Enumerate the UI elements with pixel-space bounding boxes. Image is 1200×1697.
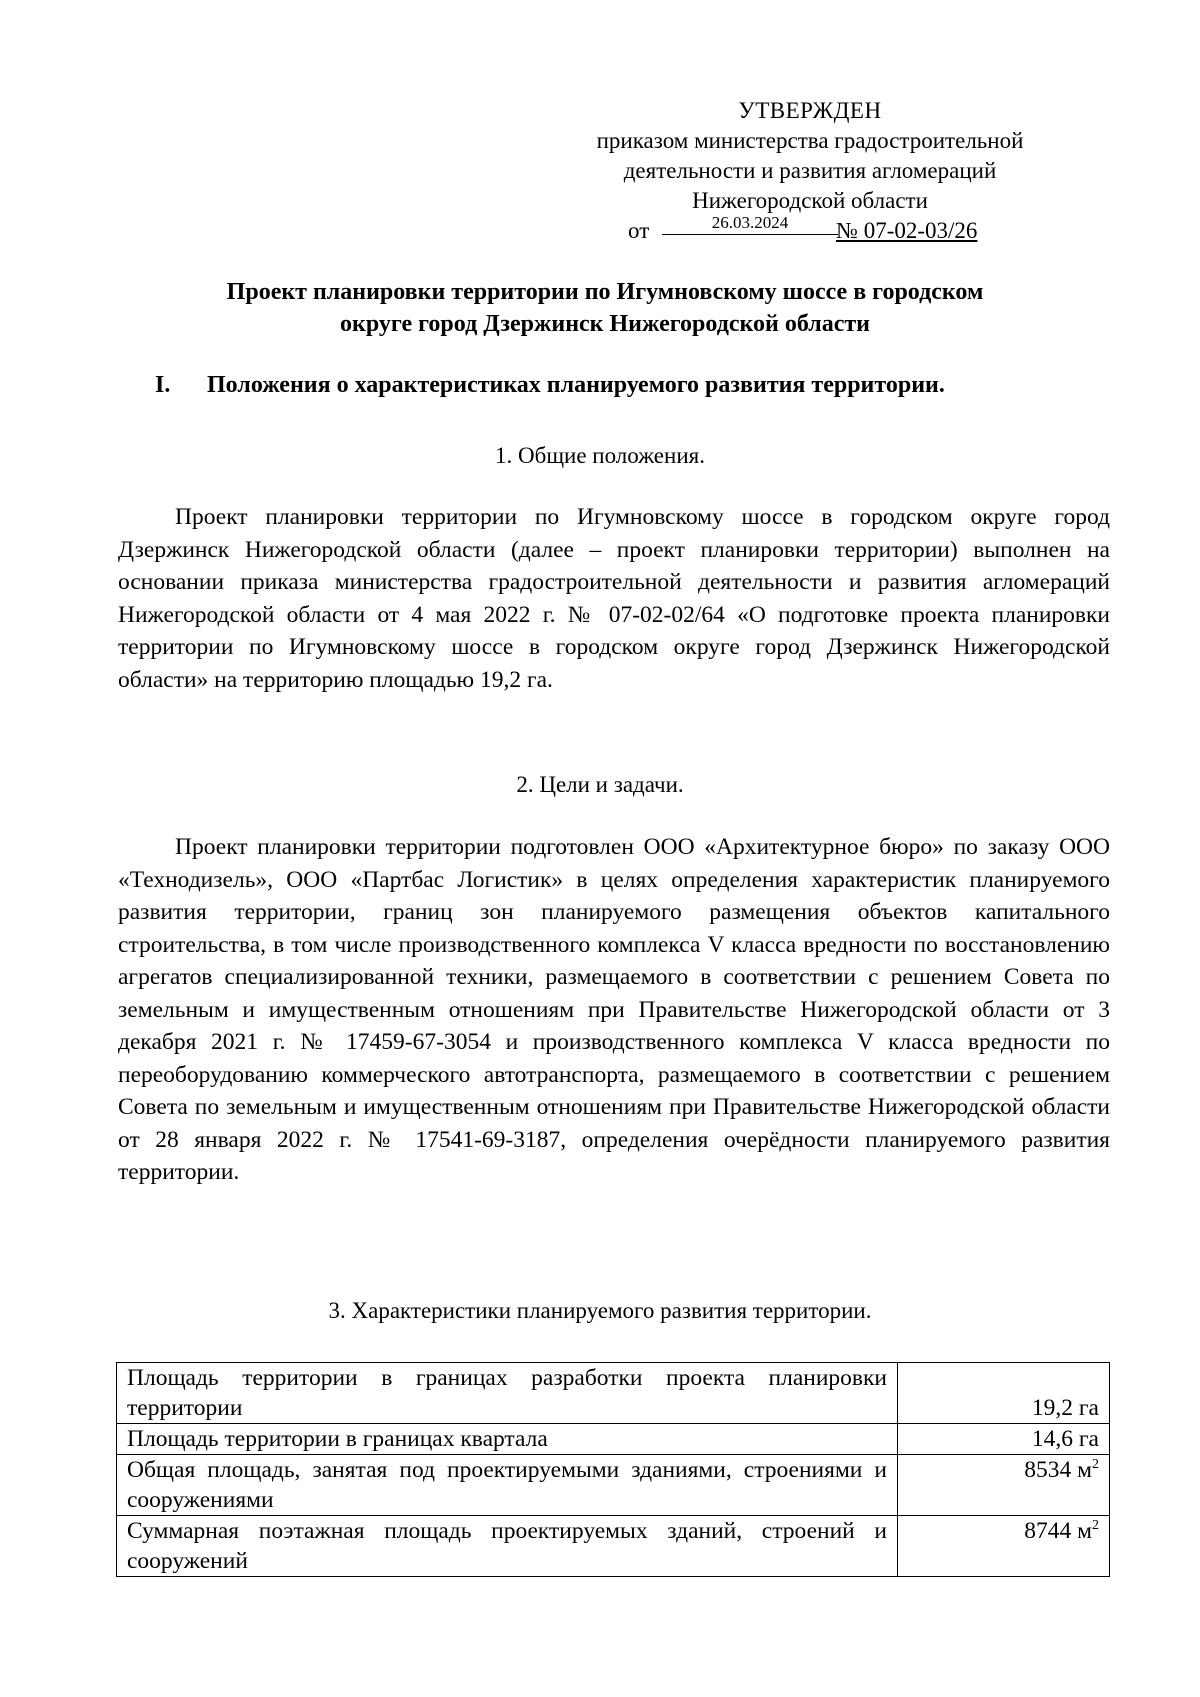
table-cell-value [898,1424,1110,1455]
value-text: 14,6 га [1031,1426,1099,1452]
paragraph-general-provisions: Проект планировки территории по Игумновскому шоссе в городском округе город Дзержинск Нижегородской области (далее – проект планировки территории) выполнен на основании приказа министерства градостроительной деятельности и развития агломераций Нижегородской области от 4 мая 2022 г. № 07-02-02/64 «О подготовке проекта планировки территории по Игумновскому шоссе в городском округе город Дзержинск Нижегородской области» на территорию площадью 19,2 га. [118,504,1110,693]
table-cell-value [898,1363,1110,1424]
table-row [117,1516,1110,1577]
value-text: 19,2 га [1031,1395,1099,1421]
approval-number: № 07-02-03/26 [836,218,978,243]
table-cell-label: Общая площадь, занятая под проектируемыми зданиями, строениями и сооружениями [117,1455,898,1516]
document-title [110,276,1100,340]
unit-superscript: 2 [1092,1518,1099,1534]
approval-stamp [560,96,1060,246]
value-text: 8534 м [1024,1457,1092,1483]
table-row [117,1363,1110,1424]
table-cell-label: Площадь территории в границах квартала [117,1424,898,1455]
table-cell-label: Суммарная поэтажная площадь проектируемых зданий, строений и сооружений [117,1516,898,1577]
section-heading [155,369,945,401]
characteristics-table [116,1362,1110,1577]
approval-line-1: приказом министерства градостроительной [596,128,1024,153]
section-title: Положения о характеристиках планируемого развития территории. [207,372,945,398]
value-text: 8744 м [1024,1518,1092,1544]
document-title-line-1: Проект планировки территории по Игумновскому шоссе в городском [226,279,984,305]
document-title-line-2: округе город Дзержинск Нижегородской области [340,311,870,337]
subsection-heading-1: 1. Общие положения. [495,443,705,468]
approval-line-3: Нижегородской области [692,188,928,213]
value-with-unit [1024,1518,1099,1544]
section-number: I. [155,372,171,398]
table-cell-value [898,1516,1110,1577]
table-row [117,1455,1110,1516]
unit-superscript: 2 [1092,1457,1099,1473]
table-cell-value [898,1455,1110,1516]
paragraph-goals-and-objectives: Проект планировки территории подготовлен ООО «Архитектурное бюро» по заказу ООО «Технодизель», ООО «Партбас Логистик» в целях определения характеристик планируемого развития территории, границ зон планируемого размещения объектов капитального строительства, в том числе производственного комплекса V класса вредности по восстановлению агрегатов специализированной техники, размещаемого в соответствии с решением Совета по земельным и имущественным отношениям при Правительстве Нижегородской области от 3 декабря 2021 г. № 17459-67-3054 и производственного комплекса V класса вредности по переоборудованию коммерческого автотранспорта, размещаемого в соответствии с решением Совета по земельным и имущественным отношениям при Правительстве Нижегородской области от 28 января 2022 г. № 17541-69-3187, определения очерёдности планируемого развития территории. [118,834,1110,1185]
approval-date-line [560,213,1060,246]
value-with-unit [1024,1457,1099,1483]
table-cell-label: Площадь территории в границах разработки проекта планировки территории [117,1363,898,1424]
approval-date: 26.03.2024 [662,212,838,235]
subsection-heading-3: 3. Характеристики планируемого развития территории. [328,1298,872,1323]
approval-heading: УТВЕРЖДЕН [738,98,882,123]
approval-line-2: деятельности и развития агломераций [623,158,997,183]
table-row [117,1424,1110,1455]
approval-from-label: от [628,218,650,243]
subsection-heading-2: 2. Цели и задачи. [516,772,684,797]
